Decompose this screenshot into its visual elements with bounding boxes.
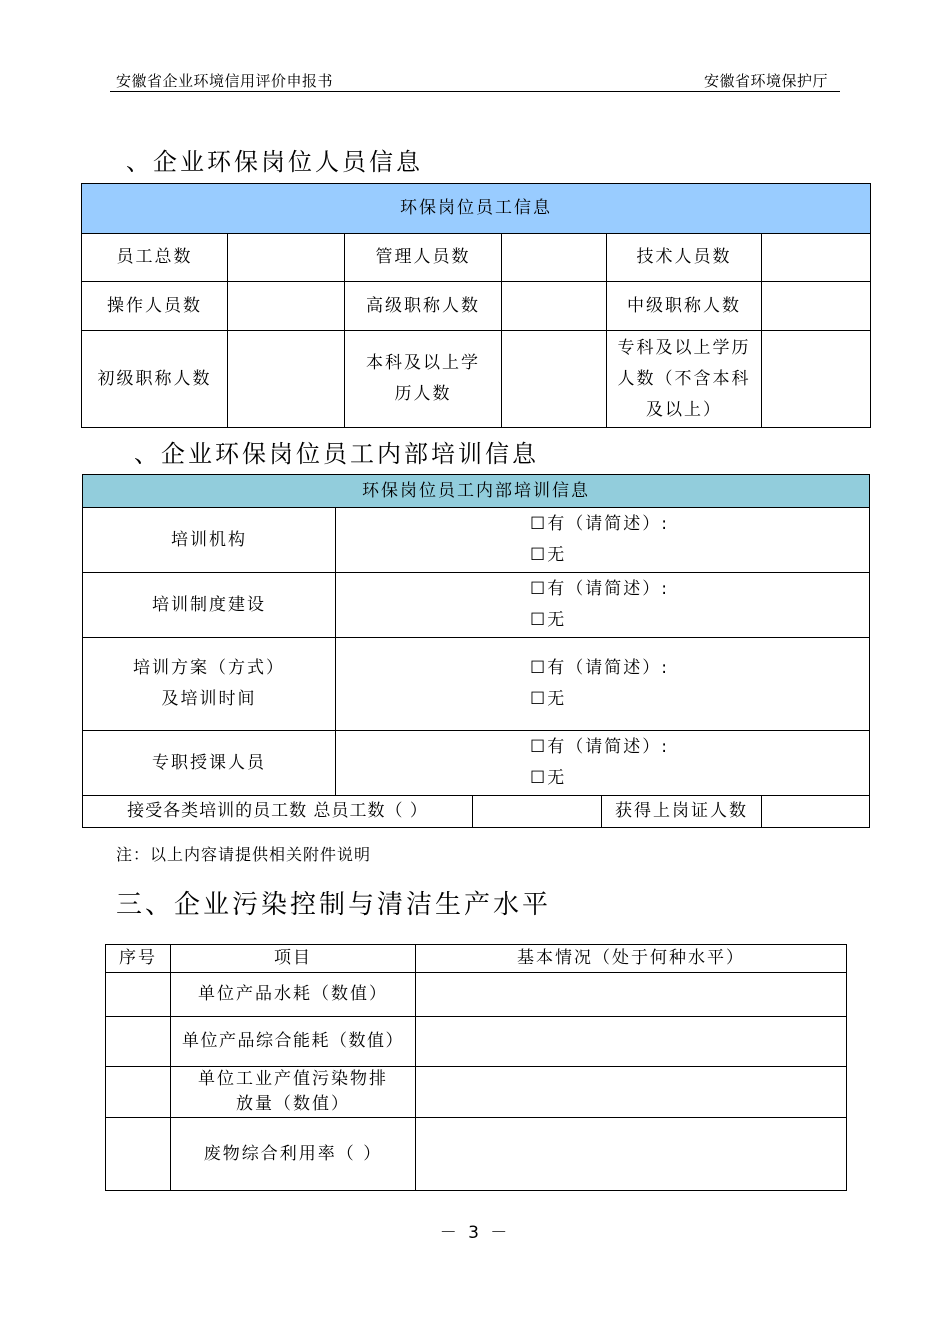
label-training-plan: 培训方案（方式）及培训时间 <box>83 638 336 731</box>
checkbox-yes-system[interactable]: ☐有（请简述）: <box>530 579 669 599</box>
header-doc-title: 安徽省企业环境信用评价申报书 <box>116 72 334 90</box>
label-certified-staff: 获得上岗证人数 <box>602 796 762 828</box>
status-energy-consumption[interactable] <box>416 1017 847 1067</box>
value-bachelor-plus[interactable] <box>502 331 607 428</box>
value-intermediate-title[interactable] <box>762 282 871 331</box>
item-pollutant-emission: 单位工业产值污染物排放量（数值） <box>171 1067 416 1118</box>
label-intermediate-title: 中级职称人数 <box>607 282 762 331</box>
label-junior-title: 初级职称人数 <box>82 331 228 428</box>
item-energy-consumption: 单位产品综合能耗（数值） <box>171 1017 416 1067</box>
header-status: 基本情况（处于何种水平） <box>416 945 847 973</box>
label-training-institution: 培训机构 <box>83 508 336 573</box>
label-technical-staff: 技术人员数 <box>607 234 762 282</box>
label-bachelor-plus: 本科及以上学历人数 <box>345 331 502 428</box>
checkbox-no-instructors[interactable]: ☐无 <box>530 768 567 788</box>
header-seq: 序号 <box>106 945 171 973</box>
options-dedicated-instructors <box>336 731 870 796</box>
checkbox-no-institution[interactable]: ☐无 <box>530 545 567 565</box>
section3-title: 三、企业污染控制与清洁生产水平 <box>116 890 552 920</box>
pollution-control-table <box>105 944 847 1191</box>
seq-cell[interactable] <box>106 973 171 1017</box>
label-dedicated-instructors: 专职授课人员 <box>83 731 336 796</box>
options-training-institution <box>336 508 870 573</box>
value-certified-staff[interactable] <box>762 796 870 828</box>
training-table-title: 环保岗位员工内部培训信息 <box>83 475 870 508</box>
options-training-plan <box>336 638 870 731</box>
value-college-plus[interactable] <box>762 331 871 428</box>
section1-title: 、企业环保岗位人员信息 <box>126 148 423 176</box>
seq-cell[interactable] <box>106 1118 171 1191</box>
label-senior-title: 高级职称人数 <box>345 282 502 331</box>
training-info-table <box>82 474 870 828</box>
value-operators[interactable] <box>228 282 345 331</box>
staff-table-title: 环保岗位员工信息 <box>82 184 871 234</box>
value-management-staff[interactable] <box>502 234 607 282</box>
seq-cell[interactable] <box>106 1067 171 1118</box>
label-college-plus: 专科及以上学历人数（不含本科及以上） <box>607 331 762 428</box>
status-water-consumption[interactable] <box>416 973 847 1017</box>
value-senior-title[interactable] <box>502 282 607 331</box>
label-training-system: 培训制度建设 <box>83 573 336 638</box>
header-agency: 安徽省环境保护厅 <box>703 72 828 90</box>
label-trained-staff: 接受各类培训的员工数 总员工数（ ） <box>83 796 473 828</box>
item-waste-utilization: 废物综合利用率（ ） <box>171 1118 416 1191</box>
page-number: － 3 － <box>439 1223 511 1243</box>
value-total-staff[interactable] <box>228 234 345 282</box>
status-pollutant-emission[interactable] <box>416 1067 847 1118</box>
item-water-consumption: 单位产品水耗（数值） <box>171 973 416 1017</box>
value-trained-staff[interactable] <box>473 796 602 828</box>
checkbox-yes-plan[interactable]: ☐有（请简述）: <box>530 658 669 678</box>
header-item: 项目 <box>171 945 416 973</box>
options-training-system <box>336 573 870 638</box>
label-operators: 操作人员数 <box>82 282 228 331</box>
label-management-staff: 管理人员数 <box>345 234 502 282</box>
value-technical-staff[interactable] <box>762 234 871 282</box>
checkbox-no-plan[interactable]: ☐无 <box>530 689 567 709</box>
header-rule <box>110 91 840 92</box>
status-waste-utilization[interactable] <box>416 1118 847 1191</box>
seq-cell[interactable] <box>106 1017 171 1067</box>
label-total-staff: 员工总数 <box>82 234 228 282</box>
checkbox-yes-institution[interactable]: ☐有（请简述）: <box>530 514 669 534</box>
section2-title: 、企业环保岗位员工内部培训信息 <box>134 440 539 468</box>
attachment-note: 注：以上内容请提供相关附件说明 <box>116 845 372 864</box>
value-junior-title[interactable] <box>228 331 345 428</box>
checkbox-no-system[interactable]: ☐无 <box>530 610 567 630</box>
staff-info-table <box>81 183 871 428</box>
checkbox-yes-instructors[interactable]: ☐有（请简述）: <box>530 737 669 757</box>
